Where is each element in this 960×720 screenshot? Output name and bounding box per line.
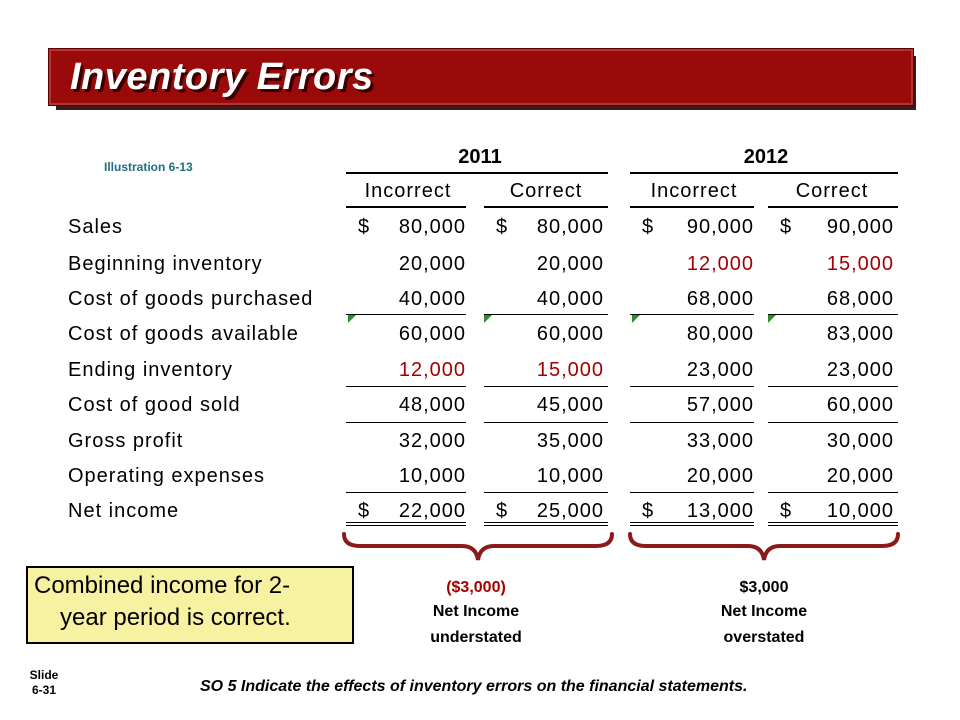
year-2011-rule (346, 172, 608, 174)
value-cell: 83,000 (826, 323, 894, 345)
value-cell-error: 15,000 (826, 253, 894, 275)
double-underline (768, 522, 898, 523)
value-cell: 68,000 (826, 288, 894, 310)
value-cell: 60,000 (398, 323, 466, 345)
row-label-sales: Sales (68, 216, 124, 238)
value-cell: 10,000 (536, 465, 604, 487)
value-cell: 33,000 (686, 430, 754, 452)
col-2012-correct: Correct (795, 180, 869, 202)
value-cell-net-income: 25,000 (536, 500, 604, 522)
comment-marker-icon (632, 315, 640, 323)
dollar-sign: $ (780, 500, 792, 522)
callout-text-line1: Combined income for 2- (34, 572, 291, 599)
slide-title: Inventory Errors (70, 56, 374, 98)
double-underline (484, 525, 608, 526)
value-cell: 90,000 (826, 216, 894, 238)
sum-line (630, 492, 754, 493)
brace-2011-icon (340, 530, 620, 564)
year-2011-header: 2011 (458, 146, 502, 168)
footer-learning-objective: SO 5 Indicate the effects of inventory errors on the financial statements. (200, 678, 748, 695)
comment-marker-icon (768, 315, 776, 323)
sum-line (346, 492, 466, 493)
sum-line (630, 314, 754, 315)
double-underline (484, 522, 608, 523)
value-cell: 32,000 (398, 430, 466, 452)
value-cell-error: 12,000 (686, 253, 754, 275)
value-cell-net-income: 13,000 (686, 500, 754, 522)
sum-line (768, 422, 898, 423)
value-cell: 20,000 (686, 465, 754, 487)
dollar-sign: $ (642, 500, 654, 522)
double-underline (346, 522, 466, 523)
row-label-beginning-inventory: Beginning inventory (68, 253, 263, 275)
row-label-operating-expenses: Operating expenses (68, 465, 266, 487)
value-cell-net-income: 22,000 (398, 500, 466, 522)
value-cell: 80,000 (536, 216, 604, 238)
dollar-sign: $ (358, 500, 370, 522)
sum-line (484, 386, 608, 387)
note-2011-amount: ($3,000) (446, 579, 506, 596)
value-cell: 45,000 (536, 394, 604, 416)
value-cell: 23,000 (826, 359, 894, 381)
value-cell: 30,000 (826, 430, 894, 452)
row-label-net-income: Net income (68, 500, 180, 522)
dollar-sign: $ (496, 216, 508, 238)
value-cell: 40,000 (536, 288, 604, 310)
value-cell-error: 12,000 (398, 359, 466, 381)
double-underline (630, 522, 754, 523)
dollar-sign: $ (780, 216, 792, 238)
note-2011-line1: Net Income (432, 603, 520, 620)
row-label-cost-of-good-sold: Cost of good sold (68, 394, 241, 416)
slide-label-line1: Slide (29, 668, 59, 682)
value-cell-error: 15,000 (536, 359, 604, 381)
sum-line (630, 422, 754, 423)
sum-line (346, 314, 466, 315)
value-cell: 90,000 (686, 216, 754, 238)
value-cell: 68,000 (686, 288, 754, 310)
slide-label-line2: 6-31 (31, 683, 57, 697)
callout-text-line2: year period is correct. (60, 604, 291, 631)
value-cell: 10,000 (398, 465, 466, 487)
value-cell: 57,000 (686, 394, 754, 416)
double-underline (346, 525, 466, 526)
value-cell: 20,000 (826, 465, 894, 487)
row-label-cost-of-goods-available: Cost of goods available (68, 323, 299, 345)
slide-number (22, 668, 66, 698)
double-underline (768, 525, 898, 526)
note-2011-line2: understated (430, 629, 522, 646)
row-label-ending-inventory: Ending inventory (68, 359, 233, 381)
year-2012-rule (630, 172, 898, 174)
note-2012-line2: overstated (723, 629, 805, 646)
illustration-label: Illustration 6-13 (104, 160, 193, 174)
col-2011-correct: Correct (509, 180, 583, 202)
value-cell: 35,000 (536, 430, 604, 452)
dollar-sign: $ (358, 216, 370, 238)
note-2012-amount: $3,000 (739, 579, 789, 596)
sum-line (484, 492, 608, 493)
row-label-cost-of-goods-purchased: Cost of goods purchased (68, 288, 314, 310)
sum-line (768, 314, 898, 315)
col-2011-incorrect: Incorrect (364, 180, 452, 202)
row-label-gross-profit: Gross profit (68, 430, 184, 452)
sum-line (484, 422, 608, 423)
sum-line (484, 314, 608, 315)
sum-line (346, 386, 466, 387)
sum-line (630, 386, 754, 387)
double-underline (630, 525, 754, 526)
value-cell: 48,000 (398, 394, 466, 416)
dollar-sign: $ (642, 216, 654, 238)
value-cell: 80,000 (398, 216, 466, 238)
comment-marker-icon (348, 315, 356, 323)
value-cell: 20,000 (536, 253, 604, 275)
value-cell: 60,000 (536, 323, 604, 345)
sum-line (768, 386, 898, 387)
col-2012-incorrect: Incorrect (650, 180, 738, 202)
value-cell: 20,000 (398, 253, 466, 275)
comment-marker-icon (484, 315, 492, 323)
col-rule-2 (484, 206, 608, 208)
sum-line (768, 492, 898, 493)
dollar-sign: $ (496, 500, 508, 522)
sum-line (346, 422, 466, 423)
value-cell: 80,000 (686, 323, 754, 345)
value-cell: 60,000 (826, 394, 894, 416)
col-rule-1 (346, 206, 466, 208)
col-rule-3 (630, 206, 754, 208)
value-cell: 40,000 (398, 288, 466, 310)
value-cell: 23,000 (686, 359, 754, 381)
year-2012-header: 2012 (743, 146, 789, 168)
col-rule-4 (768, 206, 898, 208)
brace-2012-icon (626, 530, 906, 564)
note-2012-line1: Net Income (720, 603, 808, 620)
value-cell-net-income: 10,000 (826, 500, 894, 522)
